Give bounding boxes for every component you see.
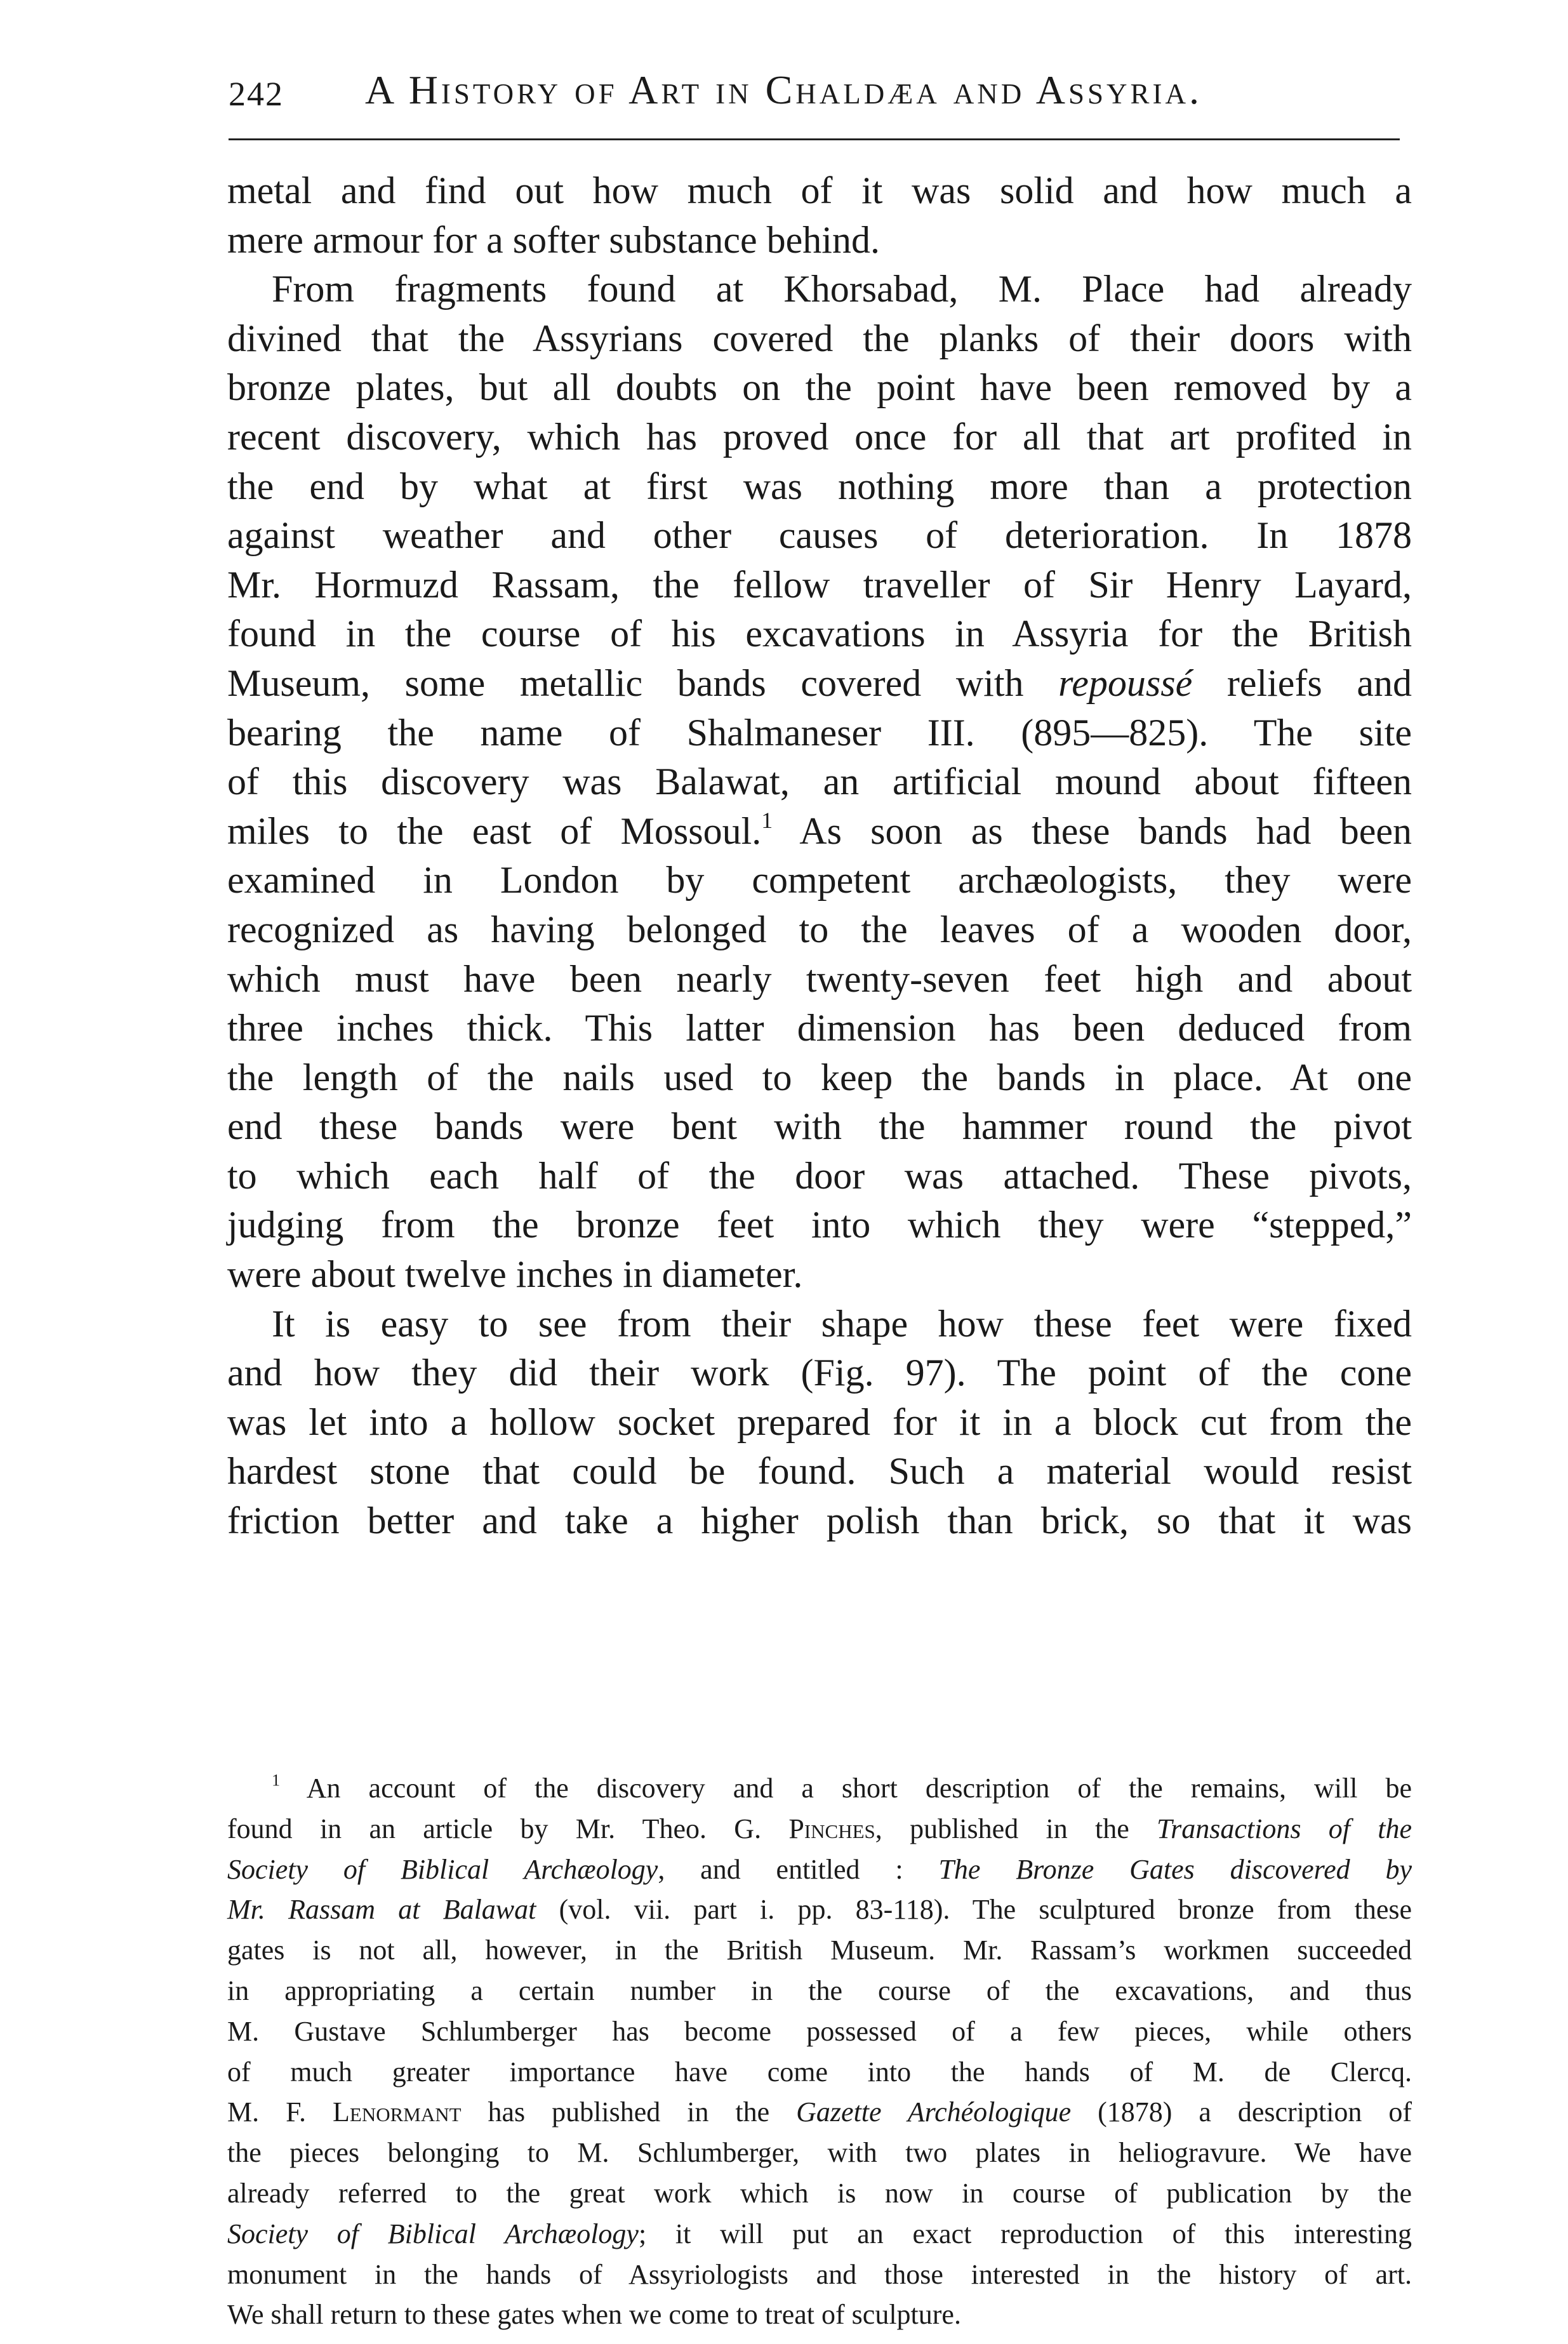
text-line: found in the course of his excavations in Assyria for the British [227,613,1412,655]
text-segment: An account of the discovery and a short description of the remains, will be [280,1773,1412,1804]
text-line: bearing the name of Shalmaneser III. (895—825). The site [227,711,1412,754]
footnote-line [227,1768,1412,1809]
text-line: It is easy to see from their shape how these feet were fixed [272,1302,1412,1345]
text-line: the length of the nails used to keep the bands in place. At one [227,1056,1412,1098]
text-line [227,807,1412,856]
text-segment: reliefs and [1192,662,1412,704]
italic-title: Mr. Rassam at Balawat [227,1894,536,1926]
footnote-number: 1 [272,1770,281,1790]
text-line: recognized as having belonged to the leaves of a wooden door, [227,908,1412,950]
running-header [229,67,1403,124]
text-segment: As soon as these bands had been [773,809,1412,852]
text-line: metal and find out how much of it was solid and how much a [227,170,1412,211]
text-line: was let into a hollow socket prepared for it in a block cut from the [227,1401,1412,1443]
footnote-line [227,2214,1412,2254]
text-line [227,659,1412,709]
text-line: divined that the Assyrians covered the planks of their doors with [227,317,1412,359]
footnote [227,1768,1412,2335]
text-line: three inches thick. This latter dimension has been deduced from [227,1007,1412,1049]
text-segment: Museum, some metallic bands covered with [227,662,1024,704]
author-name: Lenormant [333,2096,462,2128]
text-segment: has published in the [461,2096,797,2128]
italic-title: The Bronze Gates discovered by [938,1853,1412,1885]
text-line: bronze plates, but all doubts on the point have been removed by a [227,366,1412,409]
text-segment: , and entitled : [658,1853,939,1885]
text-line: friction better and take a higher polish than brick, so that it was [227,1500,1412,1542]
text-line: judging from the bronze feet into which they were “stepped,” [227,1204,1412,1246]
text-segment: ; it will put an exact reproduction of this interesting [638,2218,1412,2249]
page-number: 242 [229,75,284,113]
author-name: Pinches [788,1813,875,1844]
italic-title: Society of Biblical Archæology [227,1853,658,1885]
running-title: A History of Art in Chaldæa and Assyria. [365,67,1203,112]
footnote-line [227,1889,1412,1930]
text-segment: (1878) a description of [1071,2096,1412,2128]
text-segment: M. F. [227,2096,333,2128]
header-rule [229,138,1400,140]
footnote-line: M. Gustave Schlumberger has become possessed of a few pieces, while others [227,2015,1412,2047]
italic-title: Society of Biblical Archæology [227,2218,639,2249]
text-line: of this discovery was Balawat, an artificial mound about fifteen [227,761,1412,803]
text-line: From fragments found at Khorsabad, M. Place had already [272,268,1412,310]
text-segment: found in an article by Mr. Theo. G. [227,1813,789,1844]
text-line: and how they did their work (Fig. 97). The point of the cone [227,1352,1412,1394]
text-segment: , published in the [875,1813,1157,1844]
text-line: examined in London by competent archæologists, they were [227,859,1412,902]
footnote-line: gates is not all, however, in the British Museum. Mr. Rassam’s workmen succeeded [227,1934,1412,1966]
footnote-line: monument in the hands of Assyriologists and those interested in the history of art. [227,2258,1412,2290]
text-line: to which each half of the door was attached. These pivots, [227,1154,1412,1197]
main-text [227,166,1412,1546]
footnote-line: of much greater importance have come into the hands of M. de Clercq. [227,2056,1412,2088]
text-line: mere armour for a softer substance behind. [227,218,880,261]
footnote-line: We shall return to these gates when we come to treat of sculpture. [227,2299,961,2331]
italic-term: repoussé [1058,662,1193,704]
text-line: were about twelve inches in diameter. [227,1253,803,1296]
footnote-line: in appropriating a certain number in the course of the excavations, and thus [227,1974,1412,2006]
footnote-line [227,1849,1412,1890]
text-line: the end by what at first was nothing more than a protection [227,465,1412,507]
text-line: Mr. Hormuzd Rassam, the fellow traveller of Sir Henry Layard, [227,563,1412,606]
italic-title: Gazette Archéologique [796,2096,1072,2128]
footnote-marker[interactable]: 1 [761,807,773,833]
text-segment: miles to the east of Mossoul. [227,809,762,852]
text-segment: (vol. vii. part i. pp. 83-118). The sculptured bronze from these [536,1894,1412,1926]
text-line: which must have been nearly twenty-seven feet high and about [227,957,1412,1000]
text-line: end these bands were bent with the hammer round the pivot [227,1105,1412,1148]
footnote-line [227,2092,1412,2133]
text-line: recent discovery, which has proved once for all that art profited in [227,415,1412,458]
footnote-line: the pieces belonging to M. Schlumberger, with two plates in heliogravure. We have [227,2137,1412,2169]
footnote-line [227,1809,1412,1849]
text-line: hardest stone that could be found. Such a material would resist [227,1450,1412,1493]
footnote-line: already referred to the great work which is now in course of publication by the [227,2177,1412,2209]
italic-title: Transactions of the [1157,1813,1412,1844]
text-line: against weather and other causes of deterioration. In 1878 [227,514,1412,557]
